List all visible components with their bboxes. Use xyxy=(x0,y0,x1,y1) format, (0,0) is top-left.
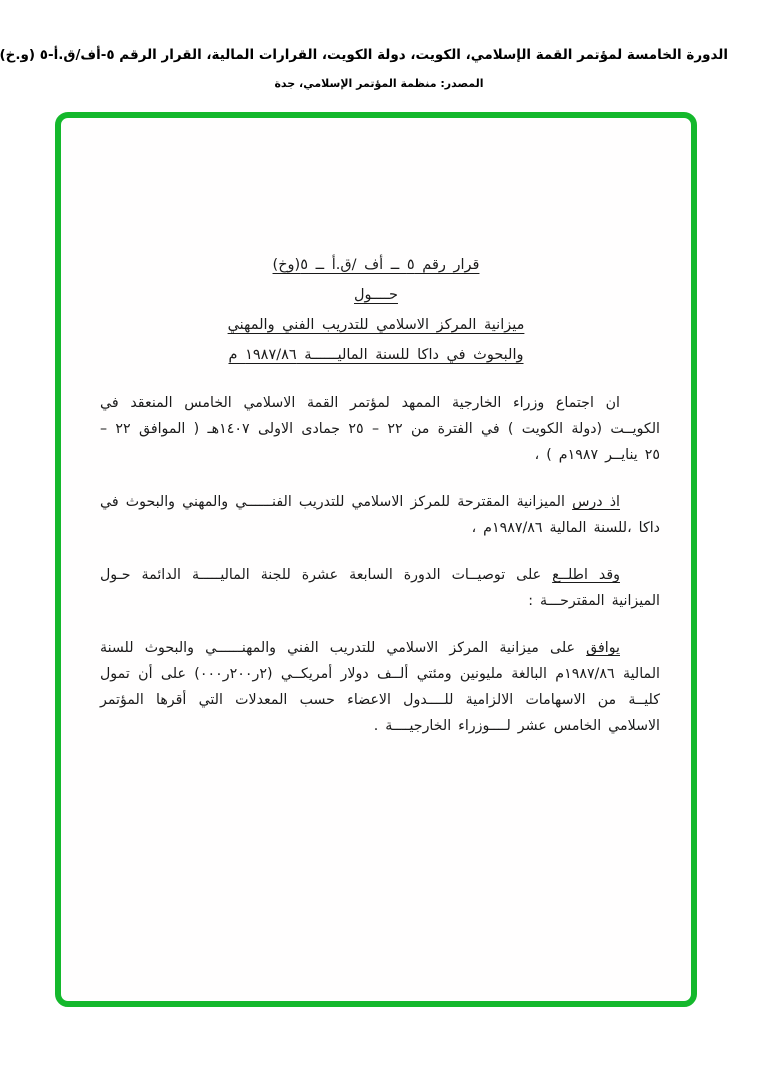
decree-title-line: والبحوث في داكا للسنة الماليــــــة ١٩٨٧/٨٦ م xyxy=(228,347,524,363)
paragraph-text: الميزانية المقترحة للمركز الاسلامي للتدريب الفنــــــي والمهني والبحوث في داكا ،للسنة المالية ١٩٨٧/٨٦م ، xyxy=(100,494,660,536)
source-line: المصدر: منظمة المؤتمر الإسلامي، جدة xyxy=(274,77,484,90)
decree-paragraph xyxy=(100,390,660,468)
decree-title-line: قرار رقم ٥ ــ أف /ق.أ ــ ٥(وخ) xyxy=(272,257,480,273)
decree-title-block xyxy=(61,250,691,370)
decree-paragraph xyxy=(100,489,660,541)
paragraph-text: على توصيــات الدورة السابعة عشرة للجنة الماليـــــة الدائمة حـول الميزانية المقترحـــة : xyxy=(100,567,660,609)
paragraph-text: ان اجتماع وزراء الخارجية الممهد لمؤتمر القمة الاسلامي الخامس المنعقد في الكويــت (دولة الكويت ) في الفترة من ٢٢ – ٢٥ جمادى الاولى ١٤٠٧هـ ( الموافق ٢٢ – ٢٥ ينايــر ١٩٨٧م ) ، xyxy=(100,395,660,463)
decree-body xyxy=(100,390,660,760)
decree-title-line: حــــول xyxy=(354,287,398,303)
decree-title-line: ميزانية المركز الاسلامي للتدريب الفني والمهني xyxy=(227,317,525,333)
lead-phrase-underlined: يوافق xyxy=(586,640,620,656)
lead-phrase-underlined: وقد اطلــع xyxy=(552,567,620,583)
decree-header-line: الدورة الخامسة لمؤتمر القمة الإسلامي، الكويت، دولة الكويت، القرارات المالية، القرار الرقم ٥-أف/ق.أ-٥ (و.خ) xyxy=(0,47,728,63)
paragraph-text: على ميزانية المركز الاسلامي للتدريب الفني والمهنــــــي والبحوث للسنة المالية ١٩٨٧/٨٦م البالغة مليونين ومئتي ألــف دولار أمريكــي (٢ر٢٠٠ر٠٠٠) على أن تمول كليــة من الاسهامات الالزامية للــــدول الاعضاء حسب المعدلات التي أقرها المؤتمر الاسلامي الخامس عشر لــــوزراء الخارجيــــة . xyxy=(100,640,660,734)
document-scan-frame xyxy=(55,112,697,1007)
lead-phrase-underlined: اذ درس xyxy=(572,494,620,510)
decree-paragraph xyxy=(100,635,660,739)
decree-paragraph xyxy=(100,562,660,614)
